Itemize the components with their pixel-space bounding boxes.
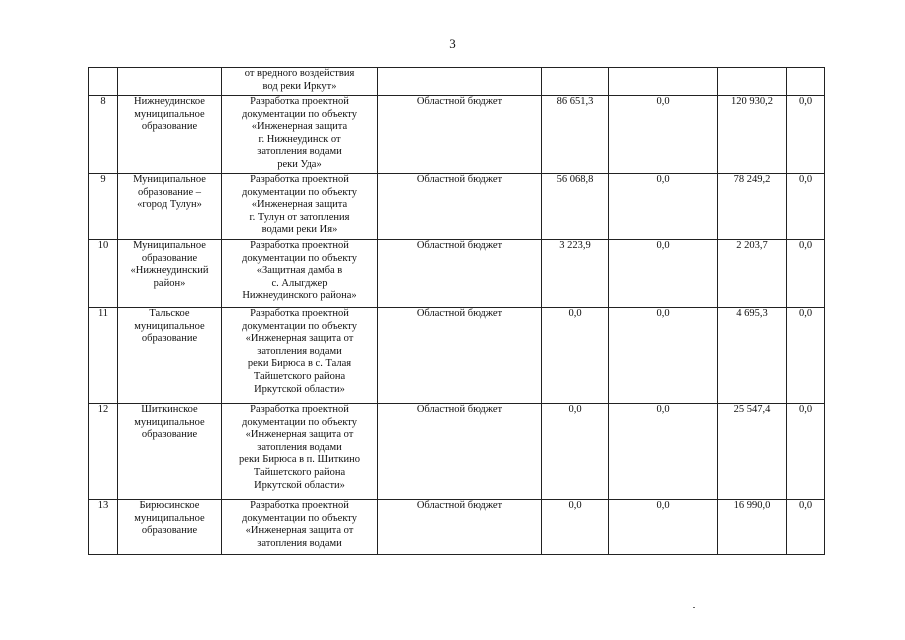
funding-source-cell (378, 500, 542, 555)
project-description-line: «Инженерная защита (251, 199, 348, 211)
project-description-line: затопления водами (257, 441, 342, 453)
project-description-line: водами реки Ия» (261, 224, 338, 236)
amount-value-v2: 0,0 (656, 240, 670, 251)
project-description-line: Разработка проектной (250, 404, 349, 415)
municipality-cell (118, 240, 222, 308)
table-row (89, 96, 825, 174)
project-description-line: «Инженерная защита от (245, 333, 354, 345)
amount-value-v1: 86 651,3 (556, 96, 594, 107)
amount-cell-v4 (787, 68, 825, 96)
row-number: 11 (97, 308, 109, 319)
funding-source-cell (378, 308, 542, 404)
project-description-line: Разработка проектной (250, 240, 349, 251)
municipality-name-line: муниципальное (134, 416, 205, 428)
amount-cell-v3 (718, 174, 787, 240)
amount-cell-v3 (718, 404, 787, 500)
project-description-cell (222, 240, 378, 308)
row-number: 10 (97, 240, 109, 251)
amount-cell-v2 (609, 96, 718, 174)
amount-value-v4: 0,0 (798, 240, 813, 251)
project-description-line: реки Бирюса в с. Талая (247, 358, 352, 370)
table-row (89, 308, 825, 404)
row-number-cell (89, 500, 118, 555)
municipality-name-line: муниципальное (134, 512, 205, 524)
project-description-line: вод реки Иркут» (262, 80, 337, 92)
row-number-cell (89, 308, 118, 404)
project-description-line: «Защитная дамба в (256, 265, 343, 277)
amount-value-v1: 0,0 (568, 308, 582, 319)
budget-table (88, 67, 825, 555)
funding-source: Областной бюджет (416, 404, 503, 415)
funding-source: Областной бюджет (416, 240, 503, 251)
amount-value-v3: 120 930,2 (731, 96, 773, 107)
project-description-line: Разработка проектной (250, 96, 349, 107)
amount-cell-v2 (609, 308, 718, 404)
project-description-line: Иркутской области» (254, 383, 345, 395)
funding-source-cell (378, 240, 542, 308)
amount-value-v4: 0,0 (798, 404, 813, 415)
municipality-name-line: Нижнеудинское (134, 96, 205, 107)
municipality-name-line: «Нижнеудинский (130, 265, 209, 277)
project-description-cell (222, 68, 378, 96)
amount-cell-v4 (787, 96, 825, 174)
project-description-line: документации по объекту (241, 108, 358, 120)
table-body (89, 68, 825, 555)
municipality-name-line: муниципальное (134, 320, 205, 332)
project-description-cell (222, 404, 378, 500)
amount-value-v4: 0,0 (798, 500, 813, 511)
amount-cell-v2 (609, 174, 718, 240)
scan-speck (693, 607, 695, 608)
project-description-line: Разработка проектной (250, 308, 349, 319)
amount-value-v3: 4 695,3 (736, 308, 768, 319)
municipality-name-line: образование (141, 121, 198, 133)
municipality-cell (118, 96, 222, 174)
municipality-cell (118, 500, 222, 555)
amount-value-v2: 0,0 (656, 96, 670, 107)
amount-cell-v1 (542, 500, 609, 555)
amount-cell-v1 (542, 96, 609, 174)
amount-cell-v2 (609, 404, 718, 500)
project-description-line: реки Уда» (277, 158, 322, 170)
municipality-name-line: «город Тулун» (137, 199, 202, 211)
municipality-name-line: Шиткинское (141, 404, 198, 415)
funding-source: Областной бюджет (416, 174, 503, 185)
amount-value-v1: 0,0 (568, 404, 582, 415)
project-description-cell (222, 96, 378, 174)
project-description-line: документации по объекту (241, 252, 358, 264)
project-description-cell (222, 174, 378, 240)
amount-cell-v1 (542, 240, 609, 308)
project-description-line: документации по объекту (241, 416, 358, 428)
project-description-line: Иркутской области» (254, 479, 345, 491)
amount-cell-v1 (542, 404, 609, 500)
table-row (89, 500, 825, 555)
project-description-cell (222, 308, 378, 404)
municipality-name-line: Муниципальное (133, 240, 206, 251)
table-row (89, 174, 825, 240)
amount-cell-v1 (542, 174, 609, 240)
funding-source: Областной бюджет (416, 308, 503, 319)
municipality-name-line: муниципальное (134, 108, 205, 120)
funding-source: Областной бюджет (416, 96, 503, 107)
amount-value-v3: 16 990,0 (733, 500, 771, 511)
row-number: 9 (100, 174, 106, 185)
project-description-line: «Инженерная защита от (245, 525, 354, 537)
amount-value-v4: 0,0 (798, 174, 813, 185)
project-description-line: затопления водами (257, 537, 342, 549)
project-description-line: реки Бирюса в п. Шиткино (239, 454, 360, 466)
row-number-cell (89, 404, 118, 500)
funding-source-cell (378, 174, 542, 240)
amount-value-v1: 56 068,8 (556, 174, 594, 185)
row-number-cell (89, 96, 118, 174)
amount-value-v1: 3 223,9 (559, 240, 591, 251)
municipality-cell (118, 174, 222, 240)
amount-value-v3: 2 203,7 (736, 240, 768, 251)
municipality-name-line: образование (141, 429, 198, 441)
municipality-name-line: Тальское (149, 308, 190, 319)
municipality-name-line: Бирюсинское (139, 500, 200, 511)
amount-cell-v4 (787, 404, 825, 500)
amount-cell-v3 (718, 240, 787, 308)
municipality-name-line: район» (153, 277, 186, 289)
amount-cell-v3 (718, 96, 787, 174)
amount-value-v1: 0,0 (568, 500, 582, 511)
project-description-line: документации по объекту (241, 320, 358, 332)
amount-cell-v2 (609, 500, 718, 555)
project-description-line: Тайшетского района (253, 370, 346, 382)
amount-value-v4: 0,0 (798, 308, 813, 319)
table-row (89, 68, 825, 96)
amount-value-v2: 0,0 (656, 404, 670, 415)
amount-cell-v4 (787, 500, 825, 555)
amount-cell-v3 (718, 308, 787, 404)
row-number: 13 (97, 500, 109, 511)
amount-cell-v4 (787, 174, 825, 240)
project-description-line: «Инженерная защита (251, 121, 348, 133)
page-number: 3 (449, 36, 456, 51)
amount-cell-v3 (718, 68, 787, 96)
project-description-line: Разработка проектной (250, 500, 349, 511)
project-description-line: затопления водами (257, 146, 342, 158)
project-description-line: с. Алыгджер (271, 277, 328, 289)
project-description-line: документации по объекту (241, 186, 358, 198)
project-description-line: Разработка проектной (250, 174, 349, 185)
amount-cell-v1 (542, 68, 609, 96)
table-row (89, 404, 825, 500)
amount-cell-v4 (787, 240, 825, 308)
amount-value-v3: 78 249,2 (733, 174, 771, 185)
row-number: 8 (100, 96, 106, 107)
municipality-name-line: образование (141, 525, 198, 537)
municipality-name-line: Муниципальное (133, 174, 206, 185)
municipality-cell (118, 68, 222, 96)
amount-cell-v4 (787, 308, 825, 404)
amount-value-v2: 0,0 (656, 500, 670, 511)
table-row (89, 240, 825, 308)
amount-value-v2: 0,0 (656, 174, 670, 185)
amount-value-v4: 0,0 (798, 96, 813, 107)
funding-source-cell (378, 96, 542, 174)
project-description-line: г. Нижнеудинск от (258, 133, 341, 145)
project-description-line: документации по объекту (241, 512, 358, 524)
project-description-line: г. Тулун от затопления (249, 211, 350, 223)
municipality-name-line: образование (141, 252, 198, 264)
funding-source-cell (378, 404, 542, 500)
amount-value-v2: 0,0 (656, 308, 670, 319)
municipality-name-line: образование – (137, 186, 202, 198)
project-description-line: Тайшетского района (253, 466, 346, 478)
project-description-line: от вредного воздействия (244, 68, 355, 79)
project-description-line: Нижнеудинского района» (242, 290, 357, 302)
municipality-name-line: образование (141, 333, 198, 345)
project-description-line: «Инженерная защита от (245, 429, 354, 441)
municipality-cell (118, 308, 222, 404)
amount-value-v3: 25 547,4 (733, 404, 771, 415)
amount-cell-v1 (542, 308, 609, 404)
project-description-line: затопления водами (257, 345, 342, 357)
amount-cell-v2 (609, 68, 718, 96)
row-number: 12 (97, 404, 109, 415)
project-description-cell (222, 500, 378, 555)
amount-cell-v3 (718, 500, 787, 555)
amount-cell-v2 (609, 240, 718, 308)
funding-source: Областной бюджет (416, 500, 503, 511)
row-number-cell (89, 68, 118, 96)
municipality-cell (118, 404, 222, 500)
row-number-cell (89, 240, 118, 308)
row-number-cell (89, 174, 118, 240)
funding-source-cell (378, 68, 542, 96)
